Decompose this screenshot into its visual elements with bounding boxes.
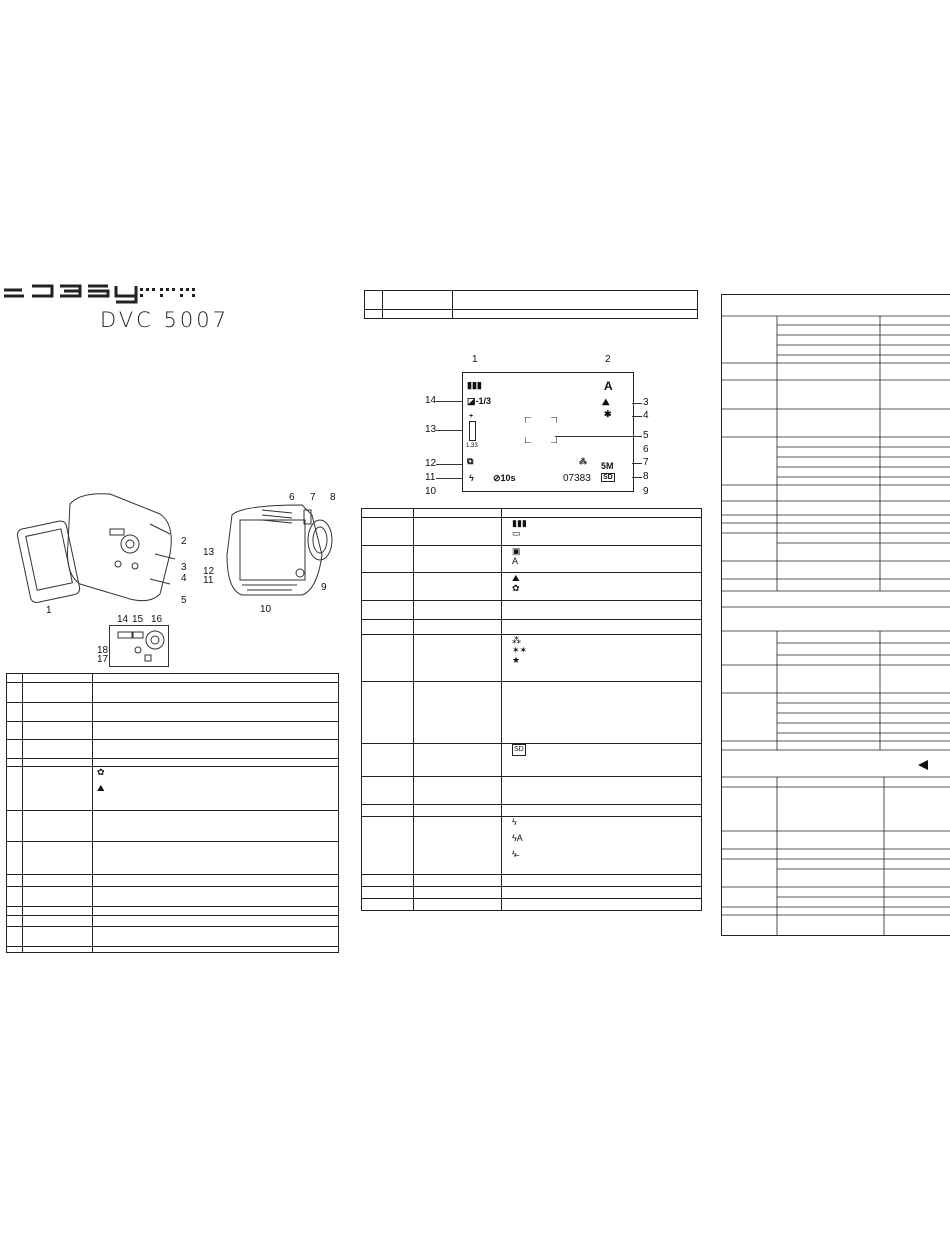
panel-callout-16: 16 — [151, 614, 163, 625]
ev-value: -1/3 — [475, 396, 492, 406]
flash-auto-icon: ϟA — [512, 833, 523, 843]
leader-line — [632, 463, 642, 464]
back-callout-9: 9 — [321, 582, 327, 593]
back-callout-7: 7 — [310, 492, 316, 503]
selftimer-value: 10s — [500, 473, 516, 483]
buttons-table — [6, 673, 339, 953]
spec-panel — [721, 294, 950, 936]
front-callout-2: 2 — [181, 536, 187, 547]
front-callout-1: 1 — [46, 605, 52, 616]
leader-line — [436, 478, 462, 479]
quality-stars-icon: ✶✶ — [512, 645, 528, 655]
scene-icon: ▣ — [512, 546, 521, 556]
button-panel-drawing — [110, 626, 168, 666]
lcd-callout-4: 4 — [643, 410, 649, 421]
back-callout-13: 13 — [203, 547, 215, 558]
landscape-icon: ⛰ — [602, 397, 610, 407]
back-callout-8: 8 — [330, 492, 336, 503]
lcd-callout-6: 6 — [643, 444, 649, 455]
auto-mode-icon: A — [512, 556, 519, 566]
leader-line — [436, 464, 462, 465]
quality-stars-icon: ⁂ — [512, 635, 521, 645]
button-panel — [109, 625, 169, 667]
macro-icon: ✿ — [512, 583, 520, 593]
lcd-callout-10: 10 — [425, 486, 437, 497]
resolution-value: 5M — [601, 461, 614, 471]
macro-icon: ✿ — [97, 767, 105, 777]
back-callout-10: 10 — [260, 604, 272, 615]
auto-mode-icon: A — [604, 379, 613, 393]
back-callout-12: 12 — [203, 566, 215, 577]
shot-count: 07383 — [563, 473, 591, 484]
panel-callout-17: 17 — [97, 654, 109, 665]
lcd-callout-3: 3 — [643, 397, 649, 408]
lcd-callout-8: 8 — [643, 471, 649, 482]
flash-off-icon: ϟ̶ — [512, 849, 517, 859]
camera-front-illustration — [10, 484, 200, 614]
lcd-icons-table — [361, 508, 702, 911]
lcd-callout-1: 1 — [472, 354, 478, 365]
front-callout-4: 4 — [181, 573, 187, 584]
leader-line — [632, 403, 642, 404]
flash-icon: ϟ — [512, 817, 517, 827]
front-callout-3: 3 — [181, 562, 187, 573]
lcd-callout-9: 9 — [643, 486, 649, 497]
back-arrow-icon — [918, 760, 928, 770]
lcd-callout-13: 13 — [425, 424, 437, 435]
zoom-value: 1.33 — [466, 443, 478, 449]
panel-callout-15: 15 — [132, 614, 144, 625]
landscape-icon: ⛰ — [97, 783, 105, 793]
battery-full-icon: ▮▮▮ — [467, 380, 482, 390]
lcd-callout-7: 7 — [643, 457, 649, 468]
leader-line — [436, 430, 462, 431]
model-name: DVC 5007 — [100, 308, 229, 332]
flash-auto-label: A — [516, 833, 523, 843]
lcd-callout-14: 14 — [425, 395, 437, 406]
zoom-plus: + — [469, 413, 474, 420]
quality-stars-icon: ⁂ — [579, 457, 587, 466]
lcd-screen-diagram — [462, 372, 634, 492]
continuous-shot-icon: ⧉ — [467, 456, 474, 466]
ev-indicator: ◪-1/3 — [467, 396, 492, 406]
zoom-bar — [469, 421, 476, 441]
sd-card-icon: SD — [603, 474, 613, 481]
lcd-callout-12: 12 — [425, 458, 437, 469]
sun-icon: ✱ — [604, 409, 612, 419]
sd-card-icon: SD — [512, 744, 526, 756]
leader-line — [632, 477, 642, 478]
back-callout-11: 11 — [203, 575, 214, 586]
lcd-callout-5: 5 — [643, 430, 649, 441]
quality-star-icon: ★ — [512, 655, 521, 665]
lcd-callout-2: 2 — [605, 354, 611, 365]
top-table — [364, 290, 698, 319]
landscape-icon: ⛰ — [512, 573, 520, 583]
lcd-callout-11: 11 — [425, 472, 436, 483]
panel-callout-14: 14 — [117, 614, 129, 625]
front-callout-5: 5 — [181, 595, 187, 606]
selftimer-indicator: ⊘10s — [493, 473, 516, 483]
panel-callout-18: 18 — [97, 645, 109, 656]
battery-empty-icon: ▭ — [512, 528, 521, 538]
spec-grid — [722, 295, 950, 935]
focus-frame — [525, 417, 557, 443]
leader-line — [555, 436, 642, 437]
leader-line — [436, 401, 462, 402]
back-callout-6: 6 — [289, 492, 295, 503]
battery-full-icon: ▮▮▮ — [512, 518, 527, 528]
leader-line — [632, 416, 642, 417]
flash-icon: ϟ — [469, 473, 474, 483]
